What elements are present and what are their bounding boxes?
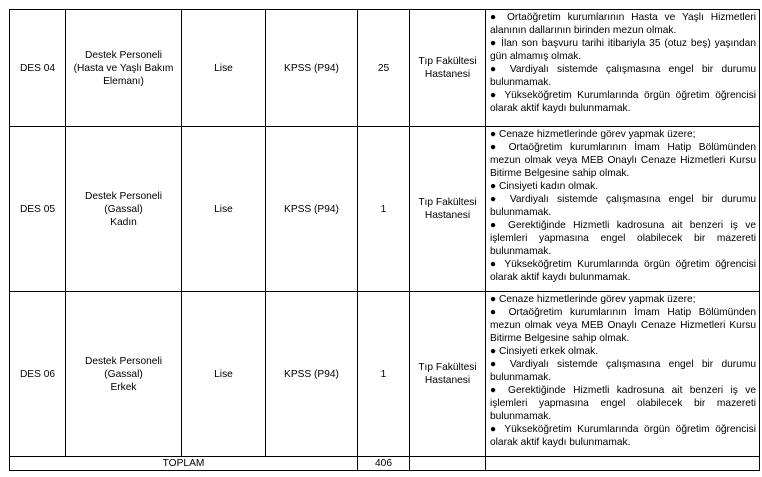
position-title	[66, 10, 182, 127]
table-row	[10, 10, 760, 127]
position-count: 1	[358, 127, 410, 292]
position-title	[66, 127, 182, 292]
position-title-line: (Gassal)	[104, 368, 143, 380]
requirement-item: ● Cinsiyeti kadın olmak.	[490, 181, 599, 192]
requirement-item: ● Vardiyalı sistemde çalışmasına engel bir durumu bulunmamak.	[490, 194, 756, 218]
position-count: 25	[358, 10, 410, 127]
position-title-line: Erkek	[110, 381, 137, 393]
unit-name	[410, 10, 486, 127]
total-value: 406	[358, 457, 410, 471]
requirement-item: ● Ortaöğretim kurumlarının İmam Hatip Bölümünden mezun olmak veya MEB Onaylı Cenaze Hizmetleri Kursu Bitirme Belgesine sahip olmak.	[490, 142, 756, 179]
position-title-line: (Gassal)	[104, 203, 143, 215]
exam-type: KPSS (P94)	[266, 10, 358, 127]
position-code: DES 04	[10, 10, 66, 127]
education-level: Lise	[182, 292, 266, 457]
position-title-line: Elemanı)	[103, 75, 144, 87]
unit-name-line: Tıp Fakültesi	[418, 362, 477, 373]
education-level: Lise	[182, 10, 266, 127]
requirement-item: ● Ortaöğretim kurumlarının İmam Hatip Bölümünden mezun olmak veya MEB Onaylı Cenaze Hizmetleri Kursu Bitirme Belgesine sahip olmak.	[490, 307, 756, 344]
position-title	[66, 292, 182, 457]
unit-name-line: Hastanesi	[424, 69, 471, 80]
unit-name-line: Hastanesi	[424, 375, 471, 386]
position-title-line: Destek Personeli	[84, 355, 162, 367]
unit-name-line: Hastanesi	[424, 210, 471, 221]
unit-name-line: Tıp Fakültesi	[418, 56, 477, 67]
position-title-line: Destek Personeli	[84, 190, 162, 202]
exam-type: KPSS (P94)	[266, 127, 358, 292]
requirements-cell	[486, 127, 760, 292]
positions-table	[9, 9, 760, 471]
requirement-item: ● Yükseköğretim Kurumlarında örgün öğretim öğrencisi olarak aktif kaydı bulunmamak.	[490, 90, 756, 114]
requirement-item: ● Cenaze hizmetlerinde görev yapmak üzere;	[490, 294, 696, 305]
position-code: DES 06	[10, 292, 66, 457]
requirement-item: ● Ortaöğretim kurumlarının Hasta ve Yaşlı Hizmetleri alanının dallarının birinden mezun olmak.	[490, 12, 756, 36]
positions-table-body	[10, 10, 760, 457]
exam-type: KPSS (P94)	[266, 292, 358, 457]
requirements-cell	[486, 292, 760, 457]
requirements-cell	[486, 10, 760, 127]
requirement-item: ● Yükseköğretim Kurumlarında örgün öğretim öğrencisi olarak aktif kaydı bulunmamak.	[490, 424, 756, 448]
requirement-item: ● Gerektiğinde Hizmetli kadrosuna ait benzeri iş ve işlemleri yapmasına engel olabilecek bir mazereti bulunmamak.	[490, 385, 756, 422]
requirement-item: ● İlan son başvuru tarihi itibariyla 35 (otuz beş) yaşından gün almamış olmak.	[490, 38, 756, 62]
total-label: TOPLAM	[10, 457, 358, 471]
total-empty-unit	[410, 457, 486, 471]
unit-name	[410, 127, 486, 292]
table-row	[10, 127, 760, 292]
position-title-line: Kadın	[110, 216, 137, 228]
requirement-item: ● Vardiyalı sistemde çalışmasına engel bir durumu bulunmamak.	[490, 359, 756, 383]
position-count: 1	[358, 292, 410, 457]
requirement-item: ● Vardiyalı sistemde çalışmasına engel bir durumu bulunmamak.	[490, 64, 756, 88]
table-row	[10, 292, 760, 457]
position-code: DES 05	[10, 127, 66, 292]
requirement-item: ● Gerektiğinde Hizmetli kadrosuna ait benzeri iş ve işlemleri yapmasına engel olabilecek bir mazereti bulunmamak.	[490, 220, 756, 257]
total-row	[10, 457, 760, 471]
total-empty-requirements	[486, 457, 760, 471]
unit-name-line: Tıp Fakültesi	[418, 197, 477, 208]
unit-name	[410, 292, 486, 457]
position-title-line: Destek Personeli	[84, 49, 162, 61]
position-title-line: (Hasta ve Yaşlı Bakım	[73, 62, 174, 74]
education-level: Lise	[182, 127, 266, 292]
requirement-item: ● Yükseköğretim Kurumlarında örgün öğretim öğrencisi olarak aktif kaydı bulunmamak.	[490, 259, 756, 283]
requirement-item: ● Cinsiyeti erkek olmak.	[490, 346, 599, 357]
requirement-item: ● Cenaze hizmetlerinde görev yapmak üzere;	[490, 129, 696, 140]
